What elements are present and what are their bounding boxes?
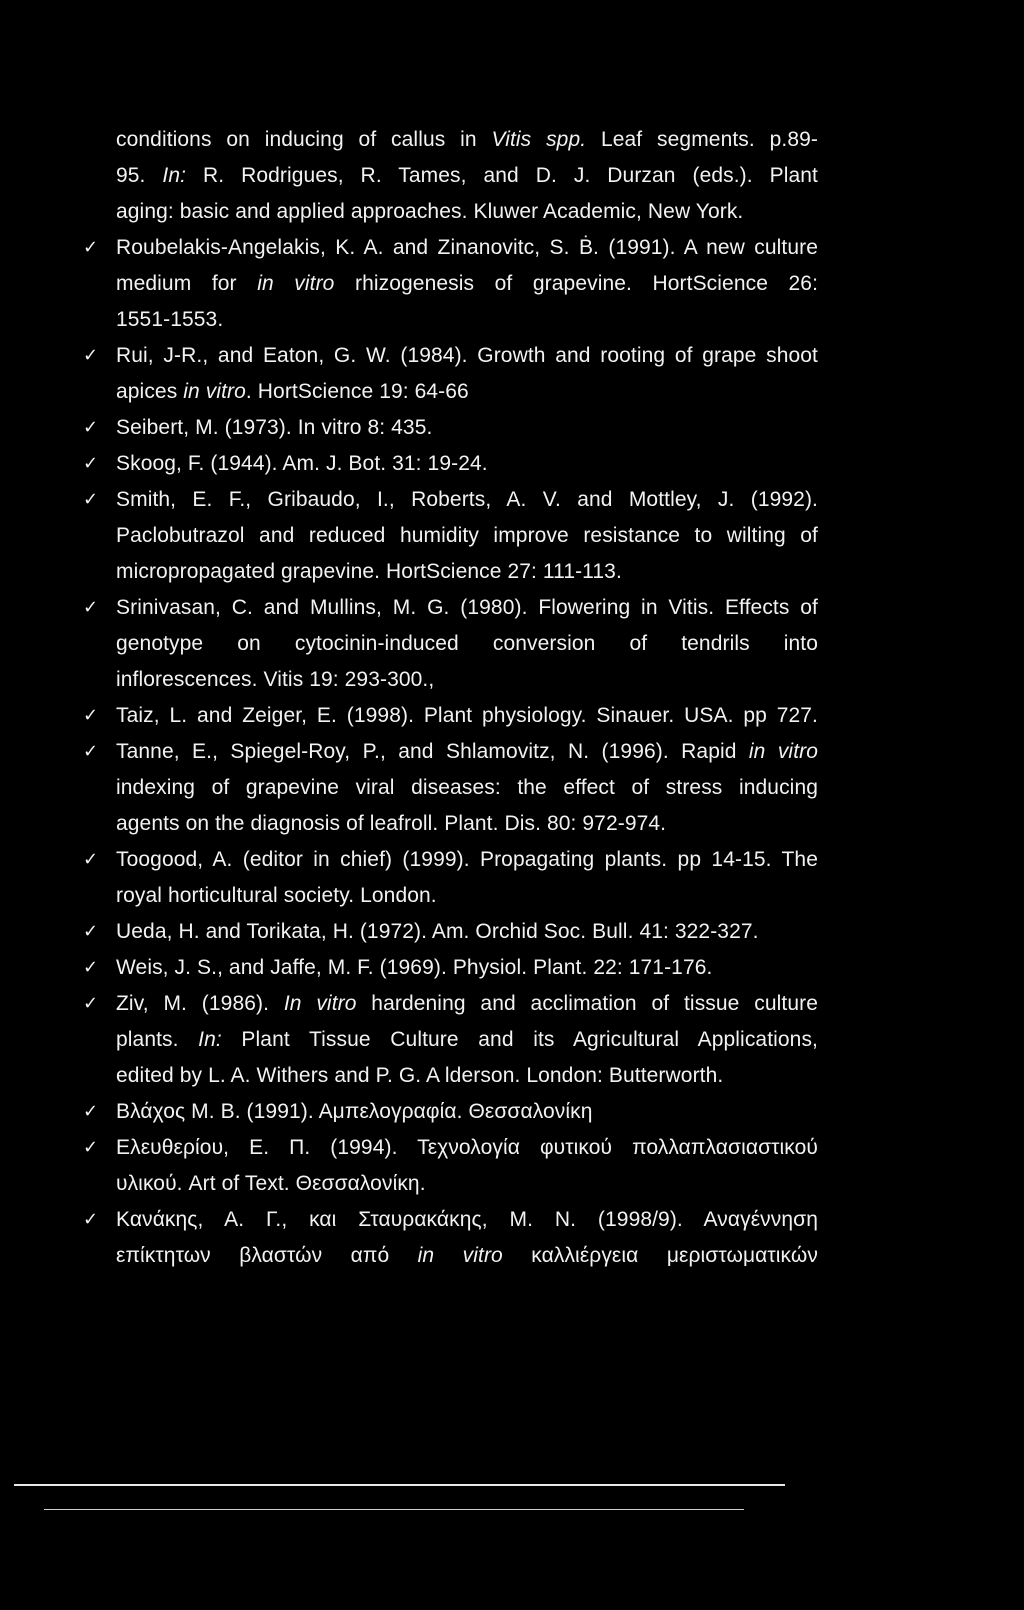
reference-entry [83,1130,818,1202]
check-mark-icon: ✓ [83,345,99,366]
reference-line: Smith, E. F., Gribaudo, I., Roberts, A. V. and Mottley, J. (1992). [116,488,818,511]
reference-line: conditions on inducing of callus in Vitis spp. Leaf segments. p.89- [116,128,818,151]
reference-entry [83,914,818,950]
reference-entry [83,986,818,1094]
reference-line: Ueda, H. and Torikata, H. (1972). Am. Orchid Soc. Bull. 41: 322-327. [116,920,759,943]
reference-line: Ziv, M. (1986). In vitro hardening and acclimation of tissue culture [116,992,818,1015]
reference-line: inflorescences. Vitis 19: 293-300., [116,668,435,691]
check-mark-icon: ✓ [83,1101,99,1122]
reference-entry [83,410,818,446]
reference-line: medium for in vitro rhizogenesis of grapevine. HortScience 26: [116,272,819,295]
check-mark-icon: ✓ [83,1137,99,1158]
reference-line: micropropagated grapevine. HortScience 27: 111-113. [116,560,622,583]
reference-line: plants. In: Plant Tissue Culture and its Agricultural Applications, [116,1028,818,1051]
check-mark-icon: ✓ [83,597,99,618]
reference-entry [83,734,818,842]
reference-continuation [83,122,818,230]
reference-line: Seibert, M. (1973). In vitro 8: 435. [116,416,433,439]
reference-line: aging: basic and applied approaches. Kluwer Academic, New York. [116,200,744,223]
check-mark-icon: ✓ [83,453,99,474]
check-mark-icon: ✓ [83,993,99,1014]
reference-line: royal horticultural society. London. [116,884,437,907]
reference-line: apices in vitro. HortScience 19: 64-66 [116,380,469,403]
reference-line: Ελευθερίου, Ε. Π. (1994). Τεχνολογία φυτικού πολλαπλασιαστικού [116,1136,818,1159]
reference-entry [83,842,818,914]
reference-entry [83,1094,818,1130]
reference-line: Toogood, A. (editor in chief) (1999). Propagating plants. pp 14-15. The [116,848,818,871]
check-mark-icon: ✓ [83,1209,99,1230]
reference-entry [83,230,818,338]
reference-entry [83,446,818,482]
check-mark-icon: ✓ [83,237,99,258]
reference-line: edited by L. A. Withers and P. G. A lderson. London: Butterworth. [116,1064,724,1087]
reference-line: indexing of grapevine viral diseases: the effect of stress inducing [116,776,818,799]
reference-line: 95. In: R. Rodrigues, R. Tames, and D. J. Durzan (eds.). Plant [116,164,818,187]
reference-line: Βλάχος Μ. Β. (1991). Αμπελογραφία. Θεσσαλονίκη [116,1100,593,1123]
reference-entry [83,950,818,986]
reference-list [83,122,818,1274]
check-mark-icon: ✓ [83,957,99,978]
reference-line: Rui, J-R., and Eaton, G. W. (1984). Growth and rooting of grape shoot [116,344,818,367]
reference-line: Paclobutrazol and reduced humidity improve resistance to wilting of [116,524,818,547]
check-mark-icon: ✓ [83,921,99,942]
reference-entry [83,338,818,410]
reference-line: Srinivasan, C. and Mullins, M. G. (1980). Flowering in Vitis. Effects of [116,596,818,619]
reference-line: agents on the diagnosis of leafroll. Plant. Dis. 80: 972-974. [116,812,667,835]
reference-line: υλικού. Art of Text. Θεσσαλονίκη. [116,1172,426,1195]
reference-entry [83,698,818,734]
reference-entry [83,1202,818,1274]
reference-line: genotype on cytocinin-induced conversion of tendrils into [116,632,818,655]
reference-entry [83,590,818,698]
check-mark-icon: ✓ [83,489,99,510]
check-mark-icon: ✓ [83,705,99,726]
check-mark-icon: ✓ [83,849,99,870]
reference-line: 1551-1553. [116,308,224,331]
divider-line [44,1509,744,1510]
reference-line: Roubelakis-Angelakis, K. A. and Zinanovitc, S. Ḃ. (1991). A new culture [116,236,818,259]
reference-line: Skoog, F. (1944). Am. J. Bot. 31: 19-24. [116,452,488,475]
reference-line: Weis, J. S., and Jaffe, M. F. (1969). Physiol. Plant. 22: 171-176. [116,956,713,979]
divider-line [14,1484,785,1486]
reference-line: Κανάκης, Α. Γ., και Σταυρακάκης, Μ. Ν. (1998/9). Αναγέννηση [116,1208,818,1231]
reference-entry [83,482,818,590]
check-mark-icon: ✓ [83,741,99,762]
reference-line: Tanne, E., Spiegel-Roy, P., and Shlamovitz, N. (1996). Rapid in vitro [116,740,818,763]
reference-line: Taiz, L. and Zeiger, E. (1998). Plant physiology. Sinauer. USA. pp 727. [116,704,818,727]
check-mark-icon: ✓ [83,417,99,438]
reference-line: επίκτητων βλαστών από in vitro καλλιέργεια μεριστωματικών [116,1244,818,1267]
